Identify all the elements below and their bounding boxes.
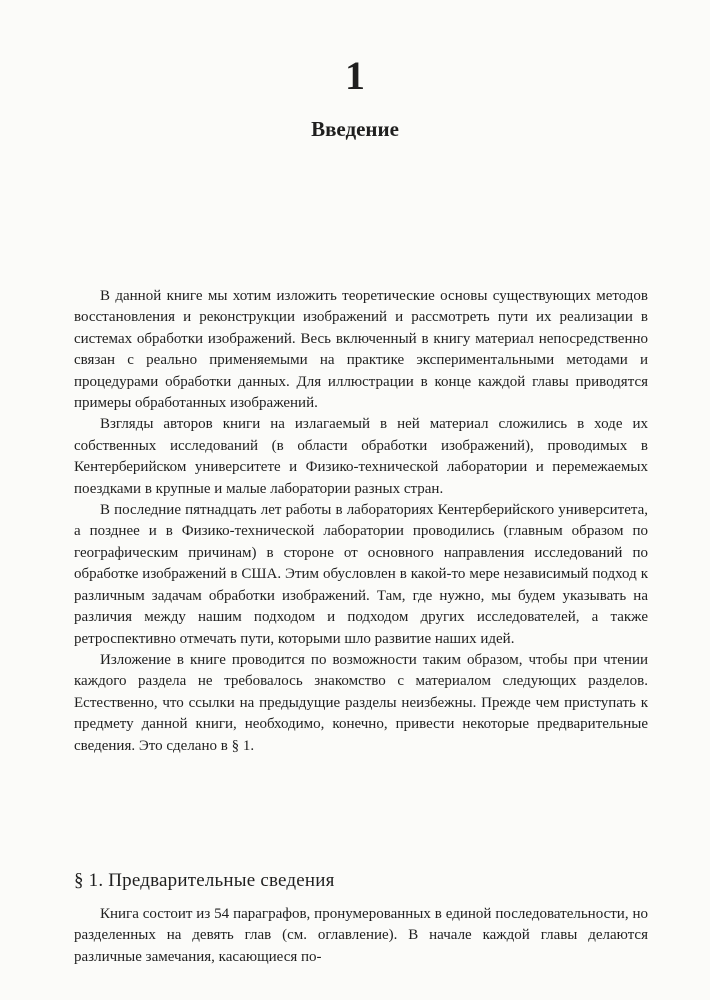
intro-paragraph-1: В данной книге мы хотим изложить теоретические основы существующих методов восстановления и реконструкции изображений и рассмотреть пути их реализации в системах обработки изображений. Весь включенный в книгу материал непосредственно связан с реально применяемыми на практике экспериментальными методами и процедурами обработки данных. Для иллюстрации в конце каждой главы приводятся примеры обработанных изображений. — [74, 288, 648, 412]
section-heading: § 1. Предварительные сведения — [74, 870, 335, 891]
intro-paragraph-4: Изложение в книге проводится по возможности таким образом, чтобы при чтении каждого раздела не требовалось знакомство с материалом следующих разделов. Естественно, что ссылки на предыдущие разделы неизбежны. Прежде чем приступать к предмету данной книги, необходимо, конечно, привести некоторые предварительные сведения. Это сделано в § 1. — [74, 651, 648, 754]
intro-paragraph-3: В последние пятнадцать лет работы в лабораториях Кентерберийского университета, а позднее и в Физико-технической лаборатории проводились (главным образом по географическим причинам) в стороне от основного направления исследований по обработке изображений в США. Этим обусловлен в какой-то мере независимый подход к различным задачам обработки изображений. Там, где нужно, мы будем указывать на различия между нашим подходом и подходом других исследователей, а также ретроспективно отмечать пути, которыми шло развитие наших идей. — [74, 502, 648, 647]
chapter-title: Введение — [311, 117, 399, 141]
intro-paragraph-2: Взгляды авторов книги на излагаемый в ней материал сложились в ходе их собственных исследований (в области обработки изображений), проводимых в Кентерберийском университете и Физико-технической лаборатории и перемежаемых поездками в крупные и малые лаборатории разных стран. — [74, 416, 648, 497]
section-paragraph-1: Книга состоит из 54 параграфов, пронумерованных в единой последовательности, но разделенных на девять глав (см. оглавление). В начале каждой главы делаются различные замечания, касающиеся по- — [74, 906, 648, 965]
intro-text — [74, 286, 648, 757]
chapter-number: 1 — [345, 53, 365, 98]
section-text — [74, 904, 648, 968]
